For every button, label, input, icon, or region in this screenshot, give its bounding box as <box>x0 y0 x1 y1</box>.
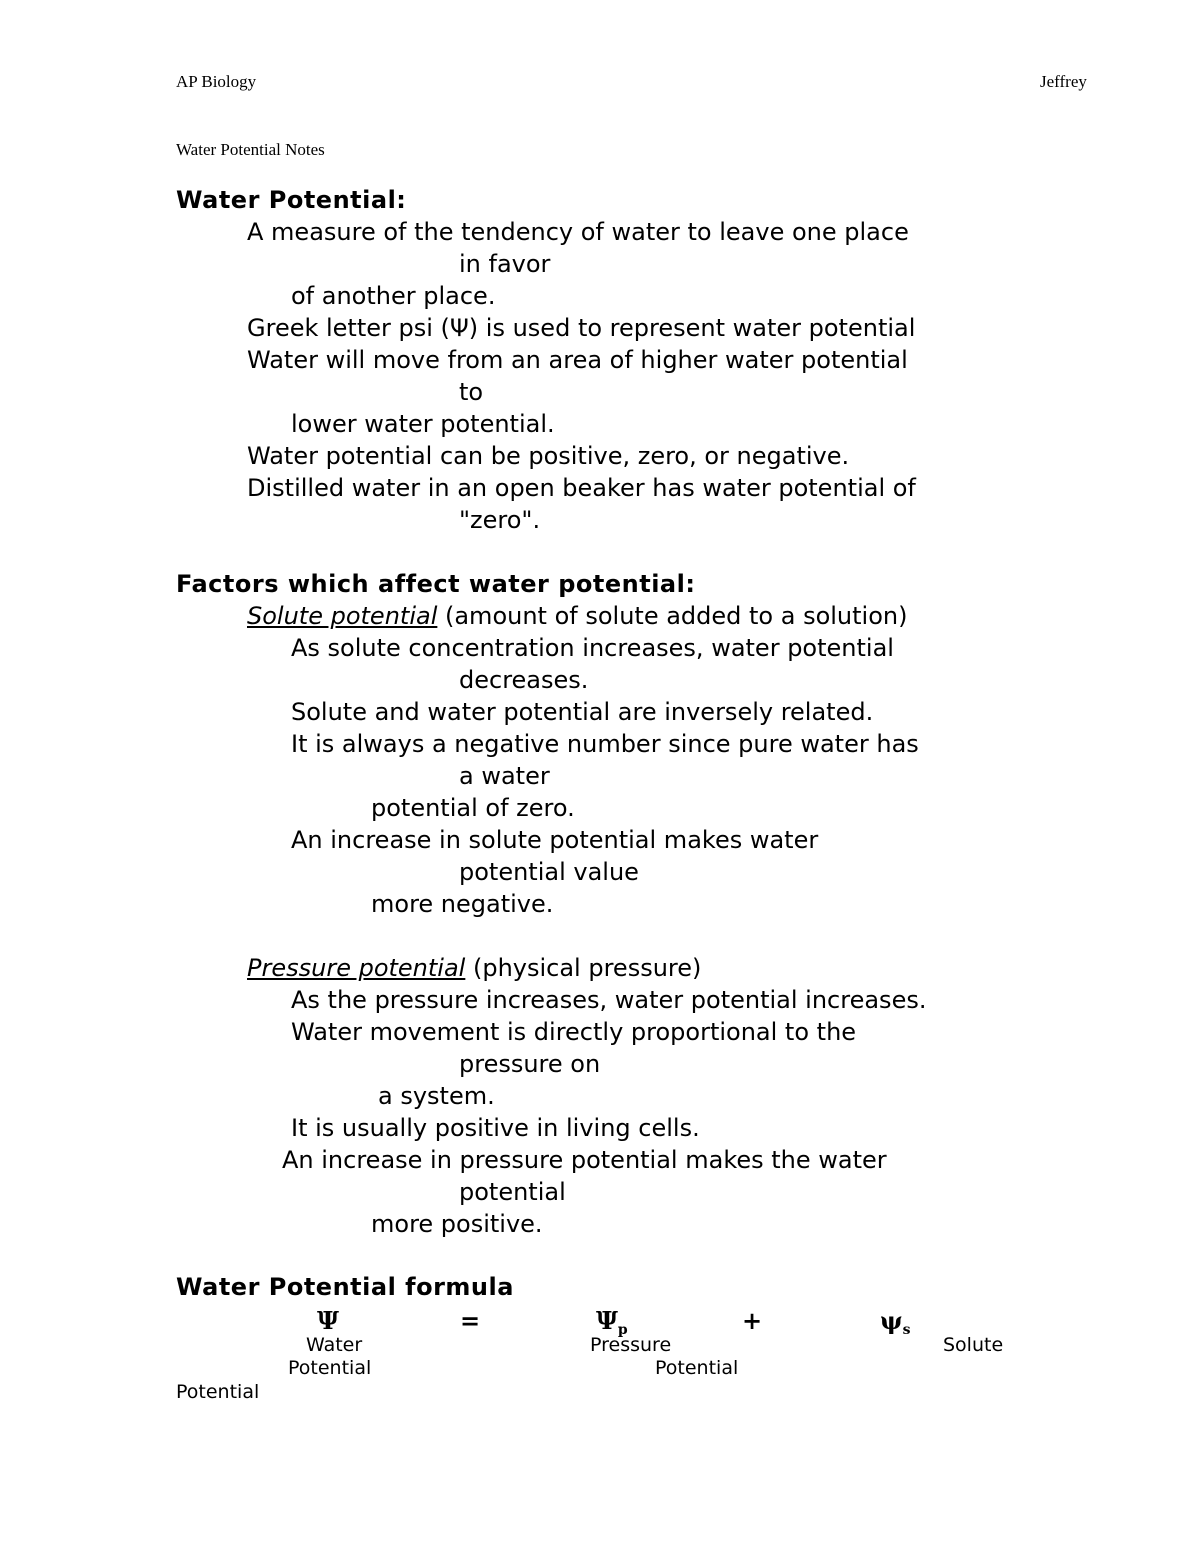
text-line: pressure on <box>459 1050 601 1078</box>
psi-symbol: Ψ <box>317 1306 339 1335</box>
pressure-potential-desc: (physical pressure) <box>465 954 702 982</box>
pressure-potential-term: Pressure potential <box>247 954 466 982</box>
psi-s-letter: ψ <box>880 1306 903 1335</box>
text-line: in favor <box>459 250 551 278</box>
text-line: lower water potential. <box>291 410 555 438</box>
text-line: As the pressure increases, water potential increases. <box>291 986 927 1014</box>
psi-p-symbol <box>596 1306 628 1338</box>
text-line: a system. <box>378 1082 495 1110</box>
equals-sign: = <box>460 1306 481 1335</box>
text-line: Greek letter psi (Ψ) is used to represent water potential <box>247 314 916 342</box>
document-title: Water Potential Notes <box>176 140 325 159</box>
label-water-potential: Potential <box>288 1357 372 1379</box>
solute-potential-desc: (amount of solute added to a solution) <box>437 602 908 630</box>
text-line: more positive. <box>371 1210 543 1238</box>
text-line: As solute concentration increases, water potential <box>291 634 894 662</box>
text-line: A measure of the tendency of water to leave one place <box>247 218 909 246</box>
text-line: Water movement is directly proportional to the <box>291 1018 857 1046</box>
s-subscript: s <box>902 1322 911 1338</box>
text-line: Water will move from an area of higher water potential <box>247 346 908 374</box>
text-line: Distilled water in an open beaker has water potential of <box>247 474 916 502</box>
text-line: potential of zero. <box>371 794 575 822</box>
text-line: "zero". <box>459 506 541 534</box>
course-name: AP Biology <box>176 72 257 91</box>
pressure-potential-line <box>247 952 701 984</box>
plus-sign: + <box>742 1306 763 1335</box>
text-line: Solute and water potential are inversely related. <box>291 698 874 726</box>
text-line: It is always a negative number since pure water has <box>291 730 919 758</box>
label-water: Water <box>306 1334 363 1356</box>
text-line: It is usually positive in living cells. <box>291 1114 700 1142</box>
section-heading-water-potential: Water Potential: <box>176 186 407 214</box>
psi-s-symbol <box>880 1306 911 1338</box>
text-line: Water potential can be positive, zero, or negative. <box>247 442 850 470</box>
text-line: potential value <box>459 858 639 886</box>
text-line: decreases. <box>459 666 589 694</box>
text-line: a water <box>459 762 550 790</box>
author-name: Jeffrey <box>1040 72 1087 91</box>
text-line: more negative. <box>371 890 554 918</box>
text-line: An increase in pressure potential makes the water <box>282 1146 887 1174</box>
text-line: An increase in solute potential makes water <box>291 826 819 854</box>
label-solute-potential: Potential <box>176 1381 260 1403</box>
text-line: potential <box>459 1178 566 1206</box>
label-pressure: Pressure <box>590 1334 672 1356</box>
solute-potential-term: Solute potential <box>247 602 438 630</box>
psi-p-letter: Ψ <box>596 1306 618 1335</box>
label-solute: Solute <box>943 1334 1004 1356</box>
text-line: to <box>459 378 484 406</box>
p-subscript: p <box>617 1322 628 1338</box>
text-line: of another place. <box>291 282 496 310</box>
section-heading-formula: Water Potential formula <box>176 1273 514 1301</box>
section-heading-factors: Factors which affect water potential: <box>176 570 696 598</box>
solute-potential-line <box>247 600 907 632</box>
label-pressure-potential: Potential <box>655 1357 739 1379</box>
